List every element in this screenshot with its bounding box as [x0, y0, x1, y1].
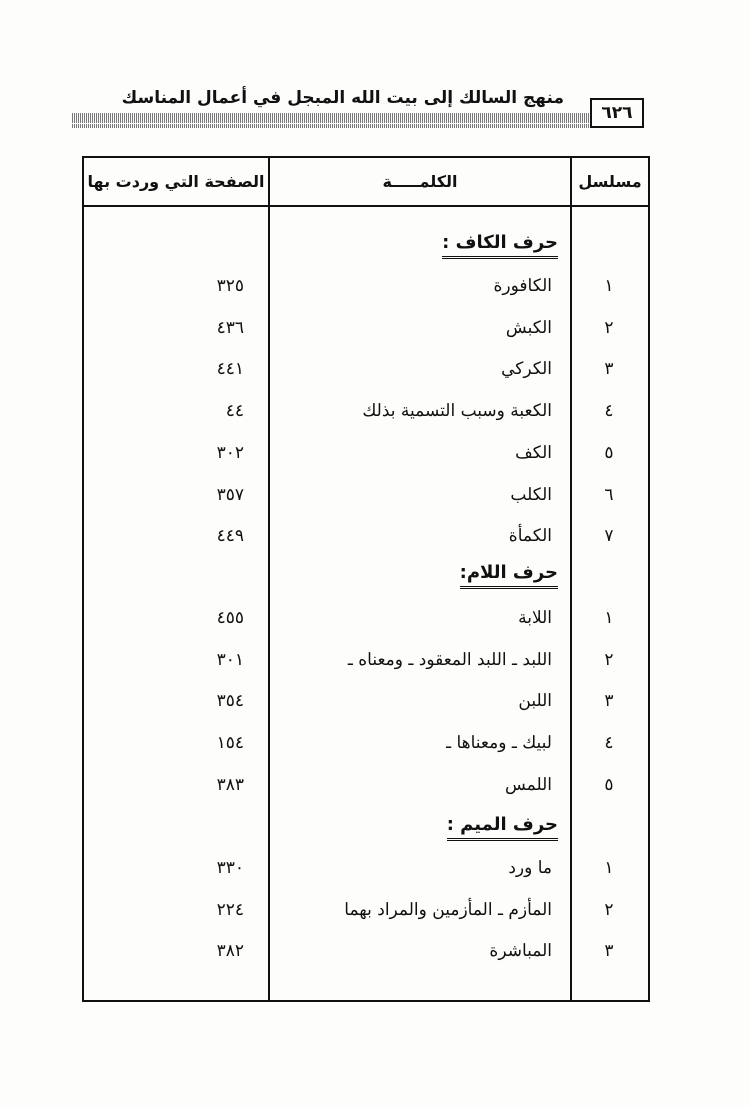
table-row — [84, 391, 648, 431]
column-header-word: الكلمـــــة — [382, 172, 458, 191]
word-cell: اللبد ـ اللبد المعقود ـ ومعناه ـ — [347, 649, 552, 670]
page-cell: ٤٤١ — [216, 359, 244, 380]
serial-cell: ٤ — [604, 401, 614, 422]
serial-cell: ١ — [604, 276, 614, 296]
word-cell: الكعبة وسبب التسمية بذلك — [362, 401, 552, 422]
serial-cell: ٥ — [604, 442, 614, 463]
page-number: ٦٢٦ — [590, 98, 644, 128]
section-heading — [274, 814, 558, 835]
word-cell: ما ورد — [508, 858, 552, 878]
section-title: حرف الكاف : — [442, 232, 558, 259]
index-table — [82, 156, 650, 1002]
header-rule-lower — [72, 124, 644, 128]
header-rule — [72, 113, 644, 123]
table-row — [84, 931, 648, 971]
word-cell: المباشرة — [489, 941, 552, 962]
table-row — [84, 308, 648, 348]
table-row — [84, 266, 648, 306]
serial-cell: ١ — [604, 858, 614, 878]
word-cell: الكف — [515, 442, 552, 463]
word-cell: اللابة — [518, 608, 552, 628]
table-row — [84, 516, 648, 556]
word-cell: المأزم ـ المأزمين والمراد بهما — [344, 899, 552, 920]
word-cell: الكمأة — [508, 526, 552, 547]
section-heading — [274, 232, 558, 253]
table-row — [84, 433, 648, 473]
page-cell: ٣٥٤ — [216, 691, 244, 712]
serial-cell: ٢ — [604, 649, 614, 670]
page-cell: ٤٤٩ — [216, 526, 244, 547]
word-cell: الكلب — [510, 484, 552, 505]
page-cell: ٣٣٠ — [216, 858, 244, 878]
page-cell: ٣٠٢ — [216, 442, 244, 463]
table-row — [84, 723, 648, 763]
serial-cell: ٢ — [604, 317, 614, 338]
table-row — [84, 681, 648, 721]
page-cell: ٣٨٢ — [216, 941, 244, 962]
table-row — [84, 848, 648, 888]
page-cell: ١٥٤ — [216, 733, 244, 754]
word-cell: الكبش — [505, 317, 552, 338]
word-cell: لبيك ـ ومعناها ـ — [446, 733, 552, 754]
page-cell: ٣٠١ — [216, 649, 244, 670]
word-cell: اللبن — [518, 691, 552, 712]
page-cell: ٤٣٦ — [216, 317, 244, 338]
page-cell: ٤٤ — [225, 401, 244, 422]
column-header-serial: مسلسل — [578, 172, 642, 191]
page-cell: ٣٢٥ — [216, 276, 244, 296]
serial-cell: ٣ — [604, 941, 614, 962]
page-cell: ٣٥٧ — [216, 484, 244, 505]
serial-cell: ٢ — [604, 899, 614, 920]
serial-cell: ٤ — [604, 733, 614, 754]
table-row — [84, 765, 648, 805]
column-header-page: الصفحة التي وردت بها — [87, 172, 265, 191]
word-cell: اللمس — [504, 774, 552, 795]
serial-cell: ٧ — [604, 526, 614, 547]
serial-cell: ٦ — [604, 484, 614, 505]
page-cell: ٤٥٥ — [216, 608, 244, 628]
serial-cell: ٥ — [604, 774, 614, 795]
word-cell: الكركي — [501, 359, 552, 380]
page-cell: ٢٢٤ — [216, 899, 244, 920]
table-row — [84, 890, 648, 930]
serial-cell: ٣ — [604, 359, 614, 380]
word-cell: الكافورة — [493, 276, 552, 296]
table-row — [84, 349, 648, 389]
serial-cell: ٣ — [604, 691, 614, 712]
book-title: منهج السالك إلى بيت الله المبجل في أعمال المناسك — [121, 88, 564, 108]
section-title: حرف الميم : — [447, 814, 558, 841]
header-divider — [84, 205, 648, 207]
section-heading — [274, 562, 558, 583]
serial-cell: ١ — [604, 608, 614, 628]
section-title: حرف اللام: — [460, 562, 558, 589]
page-cell: ٣٨٣ — [216, 774, 244, 795]
table-row — [84, 640, 648, 680]
table-row — [84, 598, 648, 638]
table-row — [84, 475, 648, 515]
